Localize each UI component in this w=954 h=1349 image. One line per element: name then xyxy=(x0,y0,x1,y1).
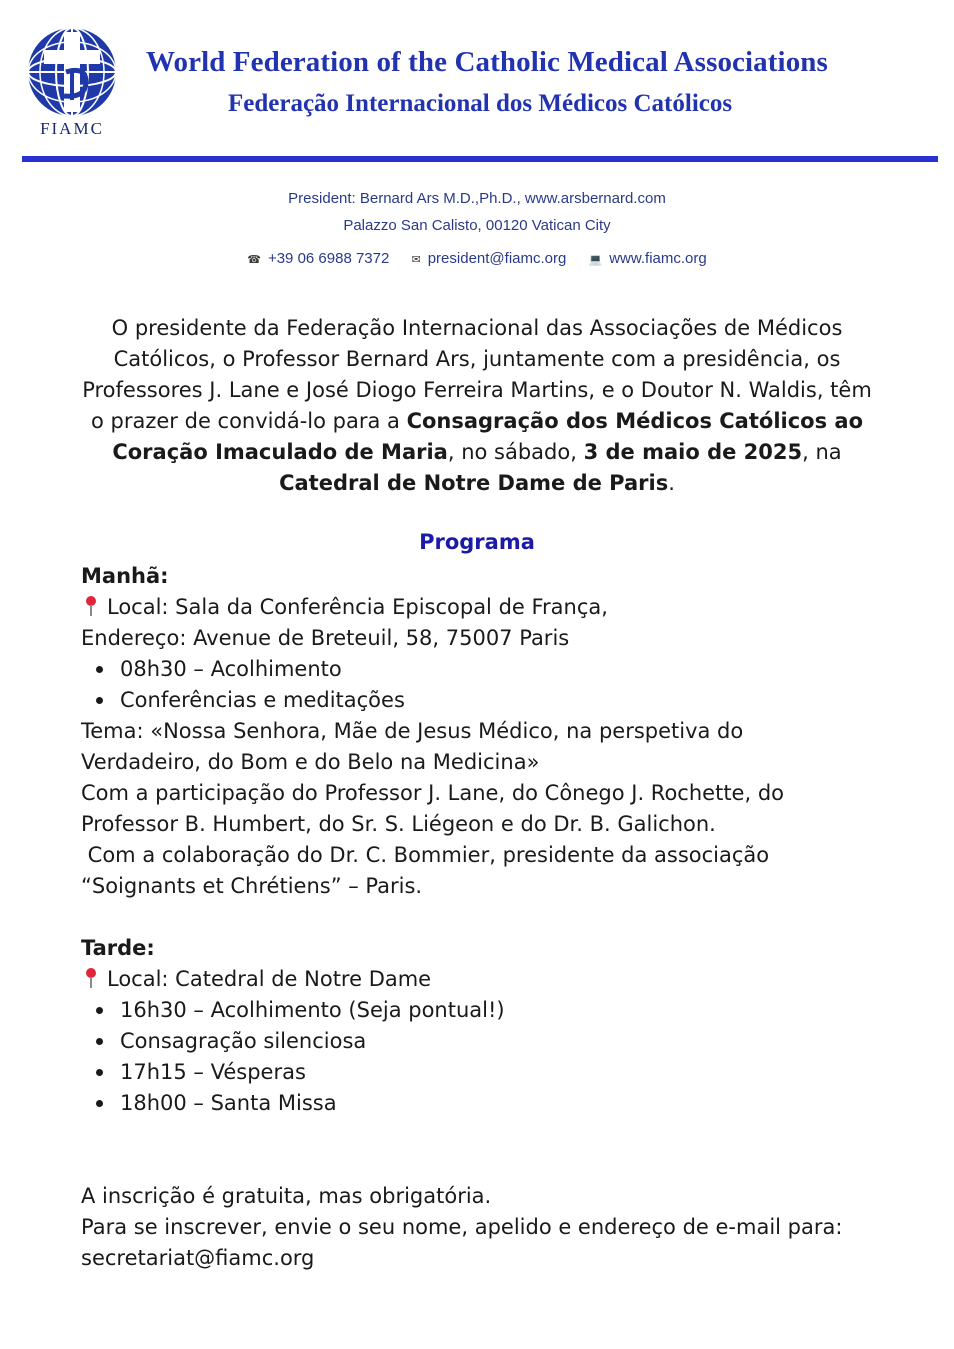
list-item: 18h00 – Santa Missa xyxy=(81,1088,901,1119)
computer-icon: 💻 xyxy=(588,254,603,266)
organization-title-pt: Federação Internacional dos Médicos Católicos xyxy=(228,90,733,117)
afternoon-list xyxy=(81,995,901,1119)
event-place: Catedral de Notre Dame de Paris xyxy=(279,471,669,495)
morning-location xyxy=(81,592,901,623)
contact-line xyxy=(0,250,954,267)
afternoon-location-text: Local: Catedral de Notre Dame xyxy=(107,967,432,991)
intro-text: , no sábado, xyxy=(447,440,584,464)
organization-title-en: World Federation of the Catholic Medical Associations xyxy=(146,46,828,78)
program-title: Programa xyxy=(419,530,535,554)
event-date: 3 de maio de 2025 xyxy=(583,440,803,464)
registration-line: Para se inscrever, envie o seu nome, apelido e endereço de e-mail para: xyxy=(81,1215,843,1239)
list-item: 08h30 – Acolhimento xyxy=(81,654,901,685)
intro-text: . xyxy=(668,471,675,495)
intro-text: , na xyxy=(802,440,842,464)
afternoon-location xyxy=(81,964,901,995)
pushpin-icon xyxy=(81,968,101,988)
address-line: Palazzo San Calisto, 00120 Vatican City xyxy=(343,217,611,234)
morning-address: Endereço: Avenue de Breteuil, 58, 75007 Paris xyxy=(81,626,570,650)
event-name: Consagração dos Médicos Católicos ao Coração Imaculado de Maria xyxy=(112,409,863,464)
theme-line: Verdadeiro, do Bom e do Belo na Medicina» xyxy=(81,750,540,774)
globe-cross-icon xyxy=(26,26,118,118)
fiamc-logo xyxy=(22,26,122,138)
phone-icon: ☎ xyxy=(247,254,261,266)
morning-heading: Manhã: xyxy=(81,564,169,588)
header-divider xyxy=(22,156,938,162)
list-item: Consagração silenciosa xyxy=(81,1026,901,1057)
list-item: Conferências e meditações xyxy=(81,685,901,716)
morning-list xyxy=(81,654,901,716)
phone-number[interactable]: +39 06 6988 7372 xyxy=(267,250,390,267)
collaboration-line: “Soignants et Chrétiens” – Paris. xyxy=(81,874,423,898)
president-line: President: Bernard Ars M.D.,Ph.D., www.arsbernard.com xyxy=(288,190,666,207)
logo-text: FIAMC xyxy=(40,119,104,138)
pushpin-icon xyxy=(81,596,101,616)
list-item: 16h30 – Acolhimento (Seja pontual!) xyxy=(81,995,901,1026)
president-email-link[interactable]: president@fiamc.org xyxy=(427,250,567,267)
participation-line: Professor B. Humbert, do Sr. S. Liégeon e do Dr. B. Galichon. xyxy=(81,812,716,836)
program-body xyxy=(81,561,901,1274)
list-item: 17h15 – Vésperas xyxy=(81,1057,901,1088)
participation-line: Com a participação do Professor J. Lane, do Cônego J. Rochette, do xyxy=(81,781,784,805)
registration-line: A inscrição é gratuita, mas obrigatória. xyxy=(81,1184,492,1208)
theme-line: Tema: «Nossa Senhora, Mãe de Jesus Médico, na perspetiva do xyxy=(81,719,744,743)
morning-location-text: Local: Sala da Conferência Episcopal de França, xyxy=(107,595,608,619)
website-link[interactable]: www.fiamc.org xyxy=(609,250,707,267)
email-icon: ✉ xyxy=(411,254,421,266)
afternoon-heading: Tarde: xyxy=(81,936,155,960)
registration-email-link[interactable]: secretariat@fiamc.org xyxy=(81,1246,315,1270)
invitation-paragraph xyxy=(80,313,874,499)
collaboration-line: Com a colaboração do Dr. C. Bommier, presidente da associação xyxy=(81,843,770,867)
letterhead xyxy=(0,0,954,267)
intro-text: O presidente da Federação Internacional das Associações de Médicos Católicos, o Professor Bernard Ars, juntamente com a presidência, os Professores J. Lane e José Diogo Ferreira Martins, e o Doutor N. Waldis, têm o prazer de convidá-lo para a xyxy=(82,316,872,433)
